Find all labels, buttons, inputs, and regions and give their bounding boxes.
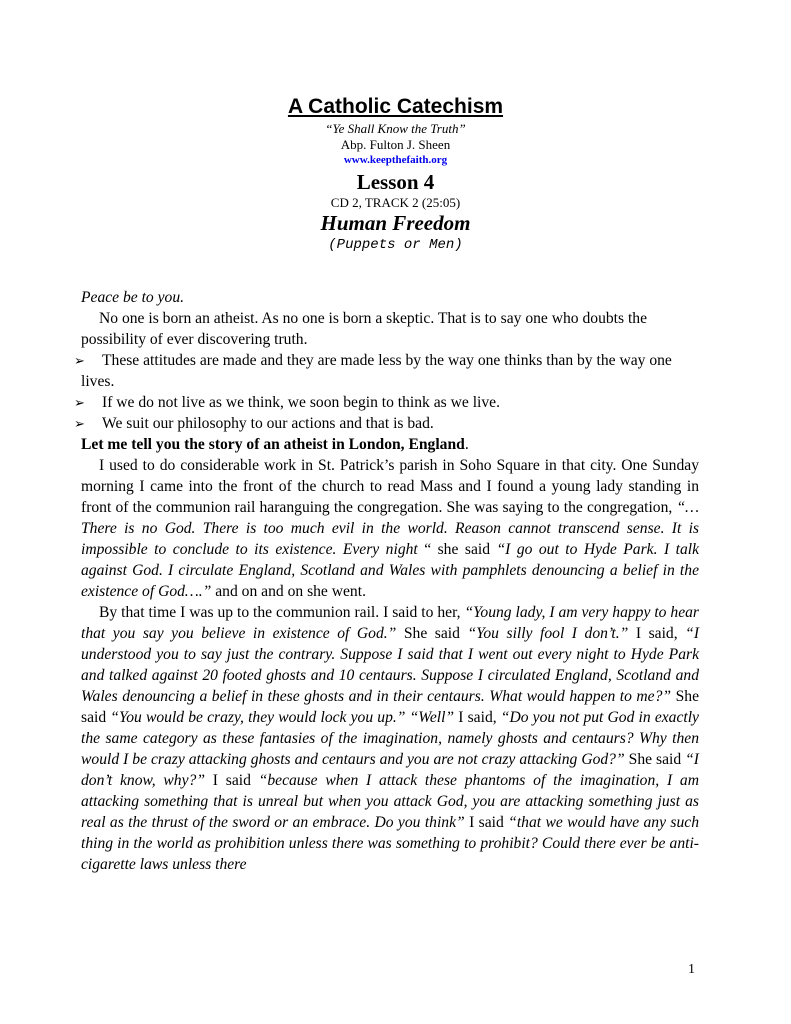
p3-part-e: I said,	[628, 625, 686, 642]
p3-quote-d: “You silly fool I don’t.”	[467, 625, 629, 642]
section-heading-text: Let me tell you the story of an atheist in London, England	[81, 436, 465, 453]
track-info: CD 2, TRACK 2 (25:05)	[330, 195, 461, 210]
greeting-line: Peace be to you.	[81, 289, 185, 306]
p3-quote-f: “I understood you to say just the contrary. Suppose I said that I went out every night to Hyde Park and talked against 20 footed ghosts and 10 centaurs. Suppose I circulated England, Scotland and Wales denouncing a belief in these ghosts and in their centaurs. What would happen to me?”	[81, 625, 700, 705]
p3-quote-h: “You would be crazy, they would lock you up.” “Well”	[110, 709, 455, 726]
website-link[interactable]: www.keepthefaith.org	[343, 154, 448, 166]
paragraph-2	[81, 455, 699, 602]
topic-subheading: (Puppets or Men)	[328, 237, 463, 253]
bullet-text-2: If we do not live as we think, we soon begin to think as we live.	[102, 394, 500, 411]
p3-quote-j: “Do you not put God in exactly the same category as these fantasies of the imagination, namely ghosts and centaurs? Why then would I be crazy attacking ghosts and centaurs and you are not crazy attacking God?”	[81, 709, 699, 768]
p3-part-g: She said	[81, 688, 699, 726]
p2-part-a: I used to do considerable work in St. Patrick’s parish in Soho Square in that city. One Sunday morning I came into the front of the church to read Mass and I found a young lady standing in front of the communion rail haranguing the congregation. She was saying to the congregation,	[81, 457, 699, 516]
p3-quote-n: “because when I attack these phantoms of the imagination, I am attacking something that is unreal but when you attack God, you are attacking something just as real as the thrust of the sword or an embrace. Do you think”	[81, 772, 699, 831]
lesson-heading: Lesson 4	[356, 170, 435, 194]
p2-quote-b: “…There is no God. There is too much evil in the world. Reason cannot transcend sense. It is impossible to conclude to its existence. Every night	[81, 499, 699, 558]
p3-part-c: She said	[396, 625, 468, 642]
p2-part-e: and on and on she went.	[211, 583, 366, 600]
document-title: A Catholic Catechism	[287, 95, 504, 118]
paragraph-3	[81, 602, 699, 875]
p3-part-o: I said	[464, 814, 509, 831]
p3-part-m: I said	[205, 772, 259, 789]
p3-part-a: By that time I was up to the communion rail. I said to her,	[99, 604, 465, 621]
bullet-item-2	[74, 392, 699, 413]
page-number: 1	[688, 962, 695, 977]
document-body	[74, 287, 700, 875]
topic-heading: Human Freedom	[320, 211, 471, 235]
p3-quote-b: “Young lady, I am very happy to hear that you say you believe in existence of God.”	[81, 604, 699, 642]
section-heading-period: .	[464, 436, 469, 453]
p3-quote-l: “I don’t know, why?”	[81, 751, 699, 789]
bullet-item-3	[74, 413, 699, 434]
arrow-bullet-icon: ➢	[74, 353, 85, 368]
bullet-text-1: These attitudes are made and they are made less by the way one thinks than by the way one lives.	[81, 352, 672, 390]
bullet-text-3: We suit our philosophy to our actions and that is bad.	[102, 415, 434, 432]
document-header	[0, 94, 791, 254]
paragraph-1: No one is born an atheist. As no one is born a skeptic. That is to say one who doubts the possibility of ever discovering truth.	[81, 310, 648, 348]
author-name: Abp. Fulton J. Sheen	[340, 137, 451, 152]
bullet-item-1	[74, 350, 699, 392]
p2-part-c: “ she said	[417, 541, 497, 558]
p3-quote-p: “that we would have any such thing in the world as prohibition unless there was something to prohibit? Could there ever be anti-cigarette laws unless there	[81, 814, 699, 873]
arrow-bullet-icon: ➢	[74, 395, 85, 410]
p3-part-i: I said,	[454, 709, 501, 726]
document-subtitle: “Ye Shall Know the Truth”	[325, 121, 466, 136]
arrow-bullet-icon: ➢	[74, 416, 85, 431]
section-heading	[81, 434, 699, 455]
p2-quote-d: “I go out to Hyde Park. I talk against God. I circulate England, Scotland and Wales with pamphlets denouncing a belief in the existence of God….”	[81, 541, 699, 600]
p3-part-k: She said	[624, 751, 686, 768]
